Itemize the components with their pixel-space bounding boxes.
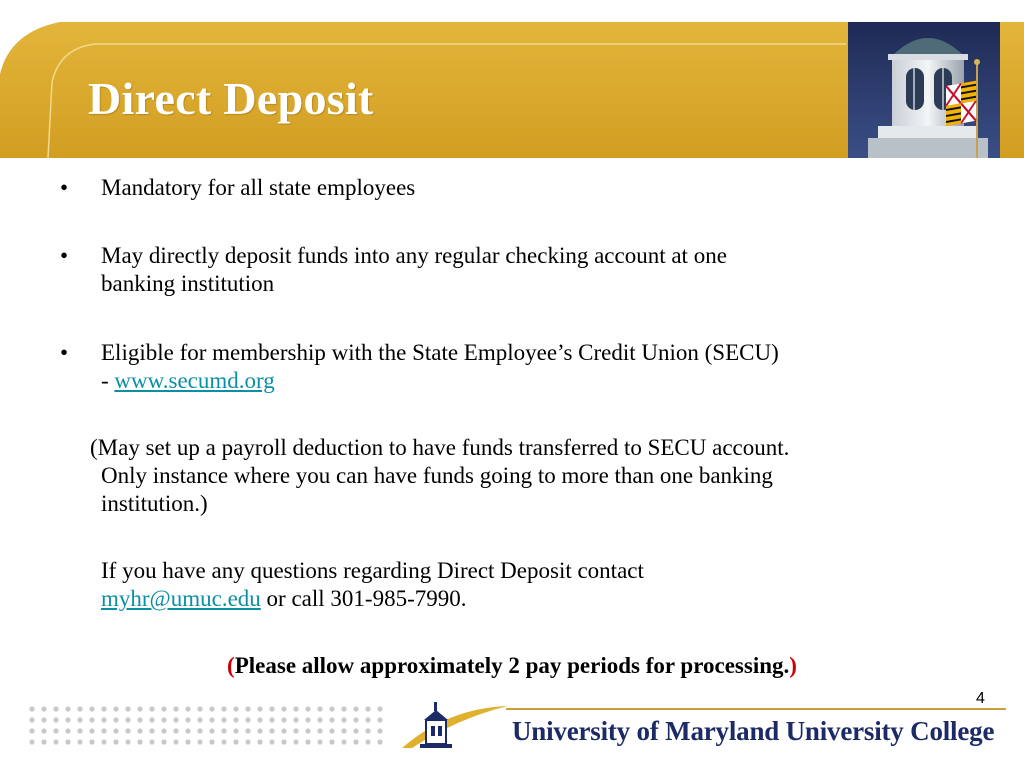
decoration-dot: [65, 739, 70, 744]
decoration-dot: [149, 739, 154, 744]
decoration-dot: [269, 739, 274, 744]
decoration-dot: [125, 717, 130, 722]
decoration-dot: [125, 739, 130, 744]
decoration-dot: [305, 717, 310, 722]
notice-close-paren: ): [789, 653, 797, 678]
decoration-dot: [53, 706, 58, 711]
decoration-dot: [293, 717, 298, 722]
decoration-dot: [65, 717, 70, 722]
decoration-dot: [173, 728, 178, 733]
payroll-note-line2: Only instance where you can have funds going to more than one banking: [101, 463, 773, 488]
decoration-dot: [221, 717, 226, 722]
decoration-dot: [101, 728, 106, 733]
decoration-dot: [173, 717, 178, 722]
decoration-dot: [365, 706, 370, 711]
decoration-dot: [209, 739, 214, 744]
bullet-text-line2: banking institution: [101, 271, 275, 296]
decoration-dot: [245, 728, 250, 733]
page-title: Direct Deposit: [88, 73, 374, 124]
decoration-dot: [125, 728, 130, 733]
decoration-dot: [341, 728, 346, 733]
decoration-dot: [77, 739, 82, 744]
decoration-dot: [113, 728, 118, 733]
decoration-dot: [185, 728, 190, 733]
bullet-text-line1: May directly deposit funds into any regular checking account at one: [101, 243, 727, 268]
payroll-note-line1: (May set up a payroll deduction to have funds transferred to SECU account.: [90, 435, 790, 460]
contact-line2: [101, 585, 981, 613]
page-number: 4: [976, 690, 985, 707]
decoration-dot: [281, 706, 286, 711]
dot-pattern-decoration: [28, 705, 388, 749]
bullet-marker: •: [60, 243, 69, 268]
institution-name: University of Maryland University College: [512, 716, 995, 746]
decoration-dot: [101, 739, 106, 744]
decoration-dot: [233, 706, 238, 711]
decoration-dot: [197, 739, 202, 744]
decoration-dot: [329, 706, 334, 711]
decoration-dot: [125, 706, 130, 711]
decoration-dot: [209, 706, 214, 711]
decoration-dot: [113, 739, 118, 744]
decoration-dot: [77, 706, 82, 711]
decoration-dot: [41, 728, 46, 733]
bullet-marker: •: [60, 340, 69, 365]
logo-divider: [506, 708, 1006, 710]
decoration-dot: [365, 728, 370, 733]
decoration-dot: [353, 728, 358, 733]
decoration-dot: [101, 717, 106, 722]
decoration-dot: [329, 728, 334, 733]
decoration-dot: [53, 728, 58, 733]
decoration-dot: [149, 706, 154, 711]
decoration-dot: [197, 717, 202, 722]
decoration-dot: [317, 728, 322, 733]
email-link[interactable]: myhr@umuc.edu: [101, 586, 261, 611]
decoration-dot: [173, 706, 178, 711]
notice-open-paren: (: [227, 653, 235, 678]
decoration-dot: [209, 717, 214, 722]
dash-prefix: -: [101, 368, 115, 393]
decoration-dot: [269, 728, 274, 733]
decoration-dot: [89, 717, 94, 722]
decoration-dot: [137, 728, 142, 733]
secu-website-link[interactable]: www.secumd.org: [114, 368, 275, 393]
decoration-dot: [149, 717, 154, 722]
decoration-dot: [269, 717, 274, 722]
decoration-dot: [233, 728, 238, 733]
decoration-dot: [245, 706, 250, 711]
decoration-dot: [41, 717, 46, 722]
decoration-dot: [317, 739, 322, 744]
decoration-dot: [245, 717, 250, 722]
decoration-dot: [329, 739, 334, 744]
bullet-text-line1: Eligible for membership with the State Employee’s Credit Union (SECU): [101, 340, 779, 365]
decoration-dot: [197, 706, 202, 711]
decoration-dot: [221, 739, 226, 744]
decoration-dot: [257, 728, 262, 733]
decoration-dot: [377, 739, 382, 744]
decoration-dot: [161, 728, 166, 733]
decoration-dot: [209, 728, 214, 733]
decoration-dot: [161, 739, 166, 744]
decoration-dot: [305, 728, 310, 733]
decoration-dot: [161, 706, 166, 711]
decoration-dot: [353, 717, 358, 722]
decoration-dot: [41, 706, 46, 711]
decoration-dot: [89, 728, 94, 733]
decoration-dot: [53, 739, 58, 744]
decoration-dot: [29, 717, 34, 722]
decoration-dot: [137, 717, 142, 722]
decoration-dot: [65, 706, 70, 711]
processing-notice: [0, 652, 1024, 680]
decoration-dot: [281, 728, 286, 733]
decoration-dot: [317, 706, 322, 711]
decoration-dot: [233, 717, 238, 722]
decoration-dot: [113, 717, 118, 722]
bullet-marker: •: [60, 175, 69, 200]
decoration-dot: [113, 706, 118, 711]
decoration-dot: [137, 706, 142, 711]
bullet-text-line2: [101, 367, 981, 395]
umuc-logo-icon: [398, 698, 510, 754]
phone-text: or call 301-985-7990.: [260, 586, 467, 611]
decoration-dot: [149, 728, 154, 733]
decoration-dot: [65, 728, 70, 733]
decoration-dot: [377, 728, 382, 733]
decoration-dot: [341, 739, 346, 744]
decoration-dot: [185, 717, 190, 722]
decoration-dot: [341, 717, 346, 722]
decoration-dot: [257, 739, 262, 744]
decoration-dot: [305, 739, 310, 744]
decoration-dot: [173, 739, 178, 744]
decoration-dot: [305, 706, 310, 711]
contact-line1: If you have any questions regarding Direct Deposit contact: [101, 558, 644, 583]
decoration-dot: [317, 717, 322, 722]
decoration-dot: [353, 739, 358, 744]
decoration-dot: [29, 706, 34, 711]
notice-text: Please allow approximately 2 pay periods for processing.: [234, 653, 790, 678]
decoration-dot: [221, 728, 226, 733]
decoration-dot: [365, 717, 370, 722]
decoration-dot: [53, 717, 58, 722]
decoration-dot: [89, 739, 94, 744]
decoration-dot: [353, 706, 358, 711]
decoration-dot: [293, 706, 298, 711]
decoration-dot: [161, 717, 166, 722]
decoration-dot: [377, 717, 382, 722]
decoration-dot: [377, 706, 382, 711]
decoration-dot: [233, 739, 238, 744]
decoration-dot: [41, 739, 46, 744]
cupola-flag-photo: [848, 22, 1000, 158]
decoration-dot: [101, 706, 106, 711]
decoration-dot: [269, 706, 274, 711]
decoration-dot: [221, 706, 226, 711]
decoration-dot: [341, 706, 346, 711]
decoration-dot: [185, 706, 190, 711]
decoration-dot: [185, 739, 190, 744]
decoration-dot: [365, 739, 370, 744]
decoration-dot: [197, 728, 202, 733]
bullet-text: Mandatory for all state employees: [101, 175, 416, 200]
decoration-dot: [77, 728, 82, 733]
decoration-dot: [29, 739, 34, 744]
decoration-dot: [257, 717, 262, 722]
decoration-dot: [245, 739, 250, 744]
decoration-dot: [89, 706, 94, 711]
decoration-dot: [257, 706, 262, 711]
payroll-note-line3: institution.): [101, 491, 208, 516]
decoration-dot: [29, 728, 34, 733]
decoration-dot: [293, 728, 298, 733]
decoration-dot: [281, 739, 286, 744]
decoration-dot: [137, 739, 142, 744]
decoration-dot: [77, 717, 82, 722]
decoration-dot: [329, 717, 334, 722]
decoration-dot: [281, 717, 286, 722]
decoration-dot: [293, 739, 298, 744]
